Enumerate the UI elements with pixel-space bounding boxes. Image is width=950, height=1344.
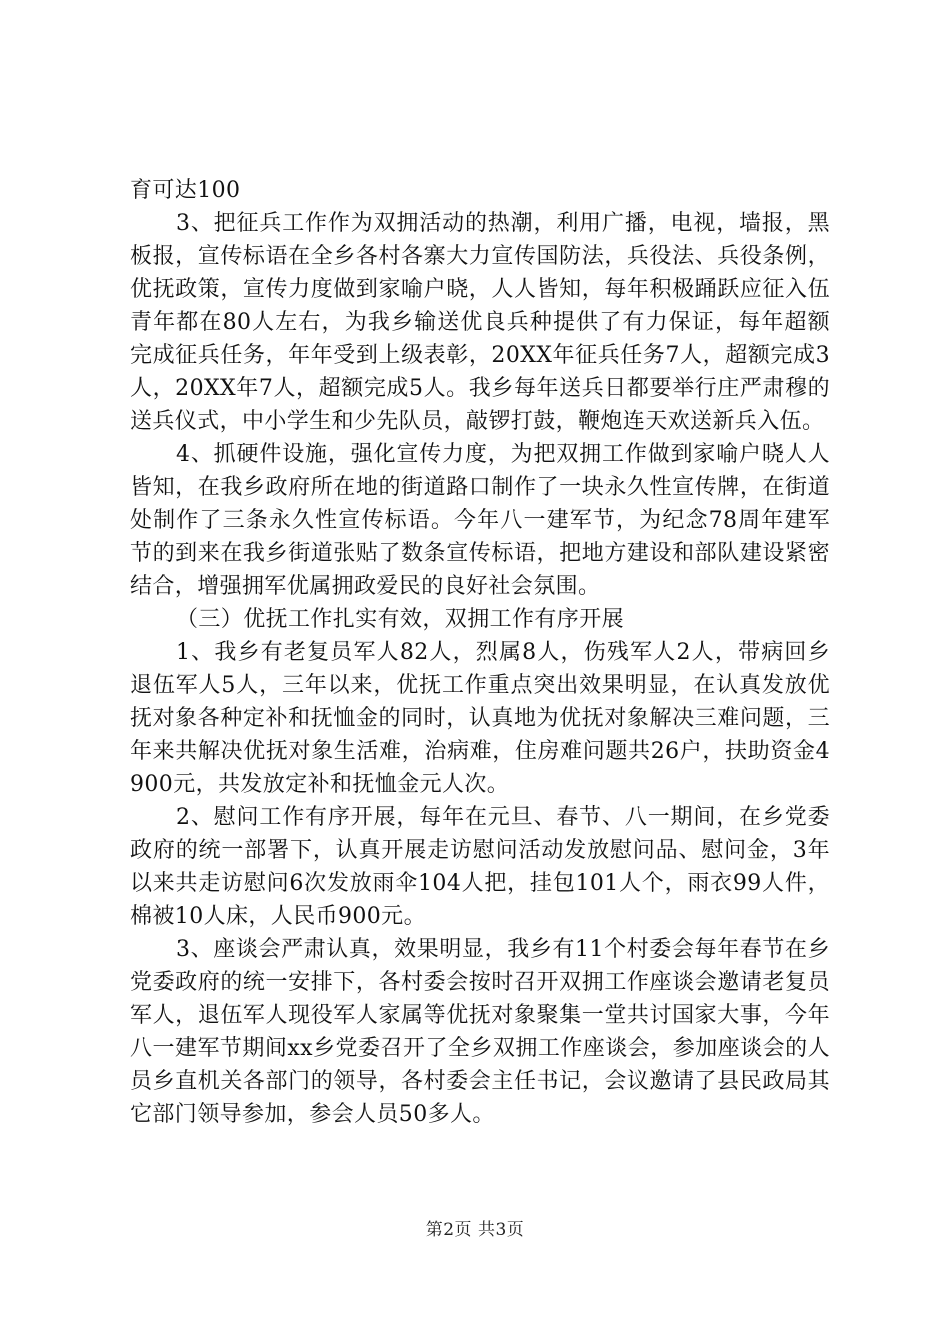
section-heading: （三）优抚工作扎实有效，双拥工作有序开展: [176, 607, 625, 632]
paragraph-condolence: 2、慰问工作有序开展，每年在元旦、春节、八一期间，在乡党委政府的统一部署下，认真开展走访慰问活动发放慰问品、慰问金，3年以来共走访慰问6次发放雨伞104人把，挂包101人个，雨衣99人件，棉被10人床，人民币900元。: [130, 805, 830, 929]
paragraph-continuation: 育可达100: [130, 178, 241, 203]
paragraph-conscription: 3、把征兵工作作为双拥活动的热潮，利用广播，电视，墙报，黑板报，宣传标语在全乡各村各寨大力宣传国防法，兵役法、兵役条例，优抚政策，宣传力度做到家喻户晓，人人皆知，每年积极踊跃应征入伍青年都在80人左右，为我乡输送优良兵种提供了有力保证，每年超额完成征兵任务，年年受到上级表彰，20XX年征兵任务7人，超额完成3人，20XX年7人，超额完成5人。我乡每年送兵日都要举行庄严肃穆的送兵仪式，中小学生和少先队员，敲锣打鼓，鞭炮连天欢送新兵入伍。: [130, 211, 830, 434]
page-number-footer: 第2页 共3页: [425, 1220, 525, 1240]
paragraph-veterans: 1、我乡有老复员军人82人，烈属8人，伤残军人2人，带病回乡退伍军人5人，三年以来，优抚工作重点突出效果明显，在认真发放优抚对象各种定补和抚恤金的同时，认真地为优抚对象解决三难问题，三年来共解决优抚对象生活难，治病难，住房难问题共26户，扶助资金4900元，共发放定补和抚恤金元人次。: [130, 640, 830, 797]
paragraph-facilities: 4、抓硬件设施，强化宣传力度，为把双拥工作做到家喻户晓人人皆知，在我乡政府所在地的街道路口制作了一块永久性宣传牌，在街道处制作了三条永久性宣传标语。今年八一建军节，为纪念78周年建军节的到来在我乡街道张贴了数条宣传标语，把地方建设和部队建设紧密结合，增强拥军优属拥政爱民的良好社会氛围。: [130, 442, 830, 599]
document-body: [130, 174, 830, 1131]
paragraph-symposium: 3、座谈会严肃认真，效果明显，我乡有11个村委会每年春节在乡党委政府的统一安排下，各村委会按时召开双拥工作座谈会邀请老复员军人，退伍军人现役军人家属等优抚对象聚集一堂共讨国家大事，今年八一建军节期间xx乡党委召开了全乡双拥工作座谈会，参加座谈会的人员乡直机关各部门的领导，各村委会主任书记，会议邀请了县民政局其它部门领导参加，参会人员50多人。: [130, 937, 830, 1127]
